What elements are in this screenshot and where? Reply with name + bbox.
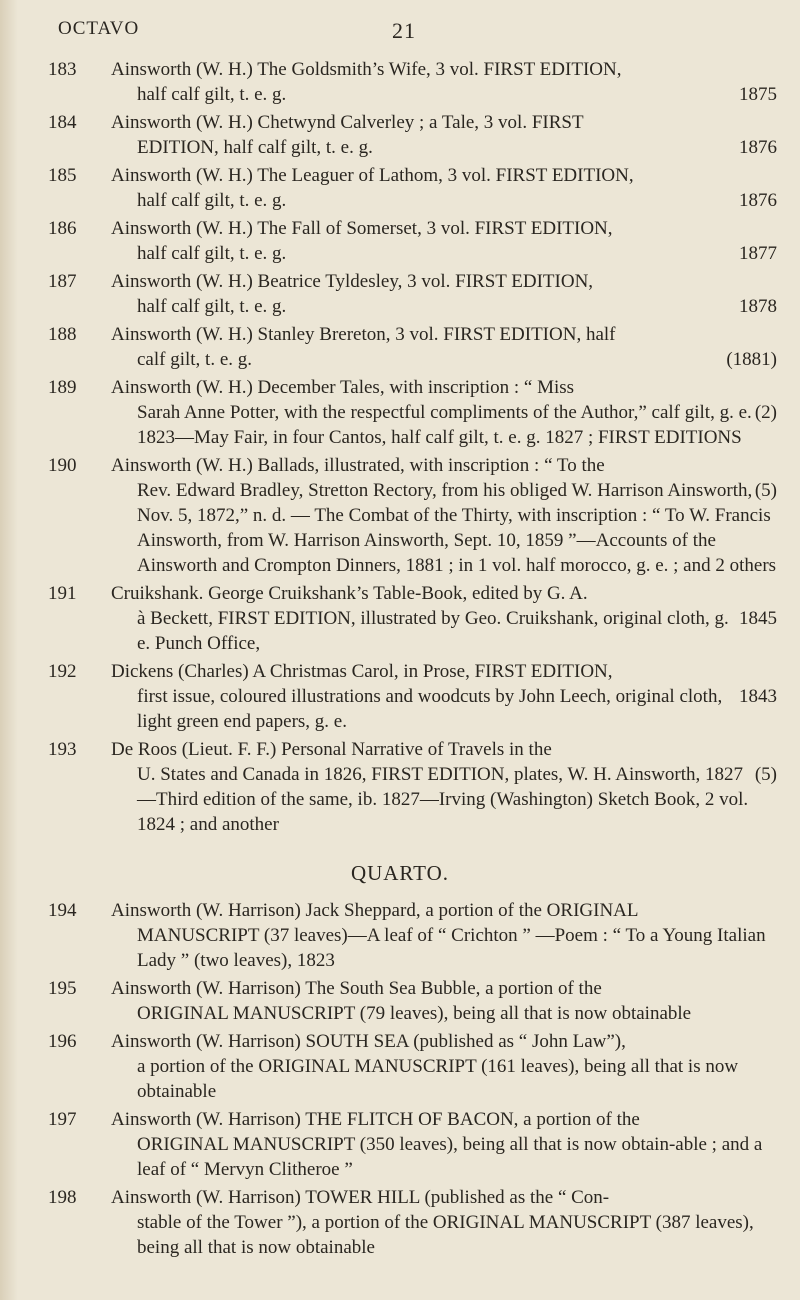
lot-entry	[0, 163, 800, 213]
lot-date-or-count: (5)	[754, 480, 777, 501]
lot-continuation	[111, 347, 777, 372]
lot-number: 196	[48, 1031, 77, 1052]
lot-number: 184	[48, 112, 77, 133]
lot-continuation-text: a portion of the ORIGINAL MANUSCRIPT (161 leaves), being all that is now obtainable	[137, 1056, 739, 1102]
lot-number: 195	[48, 978, 77, 999]
section-heading-quarto: QUARTO.	[350, 861, 450, 885]
lot-entry	[0, 322, 800, 372]
lot-number: 193	[48, 739, 77, 760]
lot-date-or-count: (2)	[754, 402, 777, 423]
lot-entry	[0, 737, 800, 837]
lot-continuation	[111, 478, 777, 578]
lot-continuation	[111, 135, 777, 160]
lot-description	[111, 1185, 777, 1260]
lot-number: 185	[48, 165, 77, 186]
lot-number: 187	[48, 271, 77, 292]
lot-continuation-text: calf gilt, t. e. g.	[137, 349, 253, 370]
lot-description	[111, 737, 777, 837]
lot-continuation	[111, 188, 777, 213]
lot-continuation-text: half calf gilt, t. e. g.	[137, 243, 287, 264]
lot-continuation-text: EDITION, half calf gilt, t. e. g.	[137, 137, 373, 158]
lot-description	[111, 976, 777, 1026]
lot-continuation-text: Rev. Edward Bradley, Stretton Rectory, from his obliged W. Harrison Ainsworth, Nov. 5, 1872,” n. d. — The Combat of the Thirty, with inscription : “ To W. Francis Ainsworth, from W. Harrison Ainsworth, Sept. 10, 1859 ”—Accounts of the Ainsworth and Crompton Dinners, 1881 ; in 1 vol. half morocco, g. e. ; and 2 others	[137, 480, 777, 576]
lot-continuation	[111, 606, 777, 656]
lot-first-line: Ainsworth (W. H.) December Tales, with inscription : “ Miss	[111, 377, 575, 398]
lot-number: 189	[48, 377, 77, 398]
lot-continuation	[111, 294, 777, 319]
lot-first-line: Ainsworth (W. H.) The Leaguer of Lathom, 3 vol. FIRST EDITION,	[111, 165, 634, 186]
lot-date-or-count: 1876	[739, 137, 777, 158]
lot-continuation-text: half calf gilt, t. e. g.	[137, 296, 287, 317]
lot-continuation	[111, 1001, 777, 1026]
lot-first-line: Ainsworth (W. Harrison) Jack Sheppard, a portion of the ORIGINAL	[111, 900, 639, 921]
lot-description	[111, 57, 777, 107]
lot-entry	[0, 216, 800, 266]
lot-continuation-text: ORIGINAL MANUSCRIPT (350 leaves), being all that is now obtain-able ; and a leaf of “ Mervyn Clitheroe ”	[137, 1134, 763, 1180]
lot-date-or-count: 1876	[739, 190, 777, 211]
catalogue-entries	[0, 57, 800, 1263]
quarto-list	[0, 898, 800, 1260]
lot-continuation-text: first issue, coloured illustrations and woodcuts by John Leech, original cloth, light green end papers, g. e.	[137, 686, 723, 732]
lot-continuation	[111, 1054, 777, 1104]
lot-number: 197	[48, 1109, 77, 1130]
lot-entry	[0, 898, 800, 973]
lot-description	[111, 269, 777, 319]
lot-entry	[0, 1107, 800, 1182]
lot-continuation	[111, 923, 777, 973]
lot-description	[111, 1029, 777, 1104]
lot-number: 192	[48, 661, 77, 682]
lot-first-line: Ainsworth (W. H.) Stanley Brereton, 3 vol. FIRST EDITION, half	[111, 324, 616, 345]
lot-description	[111, 163, 777, 213]
lot-description	[111, 1107, 777, 1182]
running-head: OCTAVO	[58, 18, 140, 39]
lot-first-line: De Roos (Lieut. F. F.) Personal Narrative of Travels in the	[111, 739, 552, 760]
lot-date-or-count: (5)	[754, 764, 777, 785]
lot-date-or-count: 1843	[739, 686, 777, 707]
lot-date-or-count: 1877	[739, 243, 777, 264]
lot-entry	[0, 57, 800, 107]
lot-entry	[0, 375, 800, 450]
lot-number: 191	[48, 583, 77, 604]
lot-description	[111, 659, 777, 734]
lot-number: 198	[48, 1187, 77, 1208]
page-header	[0, 18, 800, 48]
lot-description	[111, 375, 777, 450]
lot-first-line: Ainsworth (W. Harrison) The South Sea Bubble, a portion of the	[111, 978, 602, 999]
page-number: 21	[392, 18, 416, 43]
lot-first-line: Ainsworth (W. H.) Ballads, illustrated, with inscription : “ To the	[111, 455, 605, 476]
lot-continuation	[111, 241, 777, 266]
lot-continuation-text: à Beckett, FIRST EDITION, illustrated by Geo. Cruikshank, original cloth, g. e. Punch Office,	[137, 608, 729, 654]
lot-number: 190	[48, 455, 77, 476]
lot-number: 194	[48, 900, 77, 921]
lot-continuation-text: MANUSCRIPT (37 leaves)—A leaf of “ Crichton ” —Poem : “ To a Young Italian Lady ” (two leaves), 1823	[137, 925, 766, 971]
octavo-list	[0, 57, 800, 837]
lot-entry	[0, 976, 800, 1026]
lot-date-or-count: 1878	[739, 296, 777, 317]
lot-first-line: Ainsworth (W. Harrison) THE FLITCH OF BACON, a portion of the	[111, 1109, 640, 1130]
lot-description	[111, 216, 777, 266]
lot-continuation-text: half calf gilt, t. e. g.	[137, 84, 287, 105]
lot-first-line: Ainsworth (W. Harrison) SOUTH SEA (published as “ John Law”),	[111, 1031, 626, 1052]
lot-number: 188	[48, 324, 77, 345]
lot-number: 183	[48, 59, 77, 80]
lot-first-line: Ainsworth (W. H.) The Fall of Somerset, 3 vol. FIRST EDITION,	[111, 218, 613, 239]
lot-description	[111, 898, 777, 973]
lot-description	[111, 322, 777, 372]
lot-description	[111, 110, 777, 160]
lot-first-line: Cruikshank. George Cruikshank’s Table-Book, edited by G. A.	[111, 583, 588, 604]
lot-continuation	[111, 1210, 777, 1260]
lot-continuation	[111, 762, 777, 837]
lot-first-line: Ainsworth (W. H.) Beatrice Tyldesley, 3 vol. FIRST EDITION,	[111, 271, 594, 292]
lot-first-line: Ainsworth (W. Harrison) TOWER HILL (published as the “ Con-	[111, 1187, 610, 1208]
lot-continuation-text: Sarah Anne Potter, with the respectful compliments of the Author,” calf gilt, g. e. 1823—May Fair, in four Cantos, half calf gilt, t. e. g. 1827 ; FIRST EDITIONS	[137, 402, 752, 448]
lot-continuation	[111, 82, 777, 107]
lot-date-or-count: (1881)	[726, 349, 777, 370]
lot-continuation-text: half calf gilt, t. e. g.	[137, 190, 287, 211]
lot-date-or-count: 1845	[739, 608, 777, 629]
lot-entry	[0, 659, 800, 734]
lot-entry	[0, 1029, 800, 1104]
lot-first-line: Dickens (Charles) A Christmas Carol, in Prose, FIRST EDITION,	[111, 661, 613, 682]
lot-description	[111, 581, 777, 656]
lot-first-line: Ainsworth (W. H.) Chetwynd Calverley ; a Tale, 3 vol. FIRST	[111, 112, 584, 133]
lot-continuation-text: U. States and Canada in 1826, FIRST EDITION, plates, W. H. Ainsworth, 1827—Third edition of the same, ib. 1827—Irving (Washington) Sketch Book, 2 vol. 1824 ; and another	[137, 764, 749, 835]
lot-entry	[0, 269, 800, 319]
lot-continuation	[111, 684, 777, 734]
lot-number: 186	[48, 218, 77, 239]
lot-entry	[0, 1185, 800, 1260]
lot-entry	[0, 110, 800, 160]
lot-date-or-count: 1875	[739, 84, 777, 105]
lot-continuation	[111, 1132, 777, 1182]
lot-entry	[0, 453, 800, 578]
lot-description	[111, 453, 777, 578]
lot-continuation-text: stable of the Tower ”), a portion of the ORIGINAL MANUSCRIPT (387 leaves), being all that is now obtainable	[137, 1212, 754, 1258]
lot-continuation-text: ORIGINAL MANUSCRIPT (79 leaves), being all that is now obtainable	[137, 1003, 692, 1024]
lot-first-line: Ainsworth (W. H.) The Goldsmith’s Wife, 3 vol. FIRST EDITION,	[111, 59, 622, 80]
lot-continuation	[111, 400, 777, 450]
lot-entry	[0, 581, 800, 656]
